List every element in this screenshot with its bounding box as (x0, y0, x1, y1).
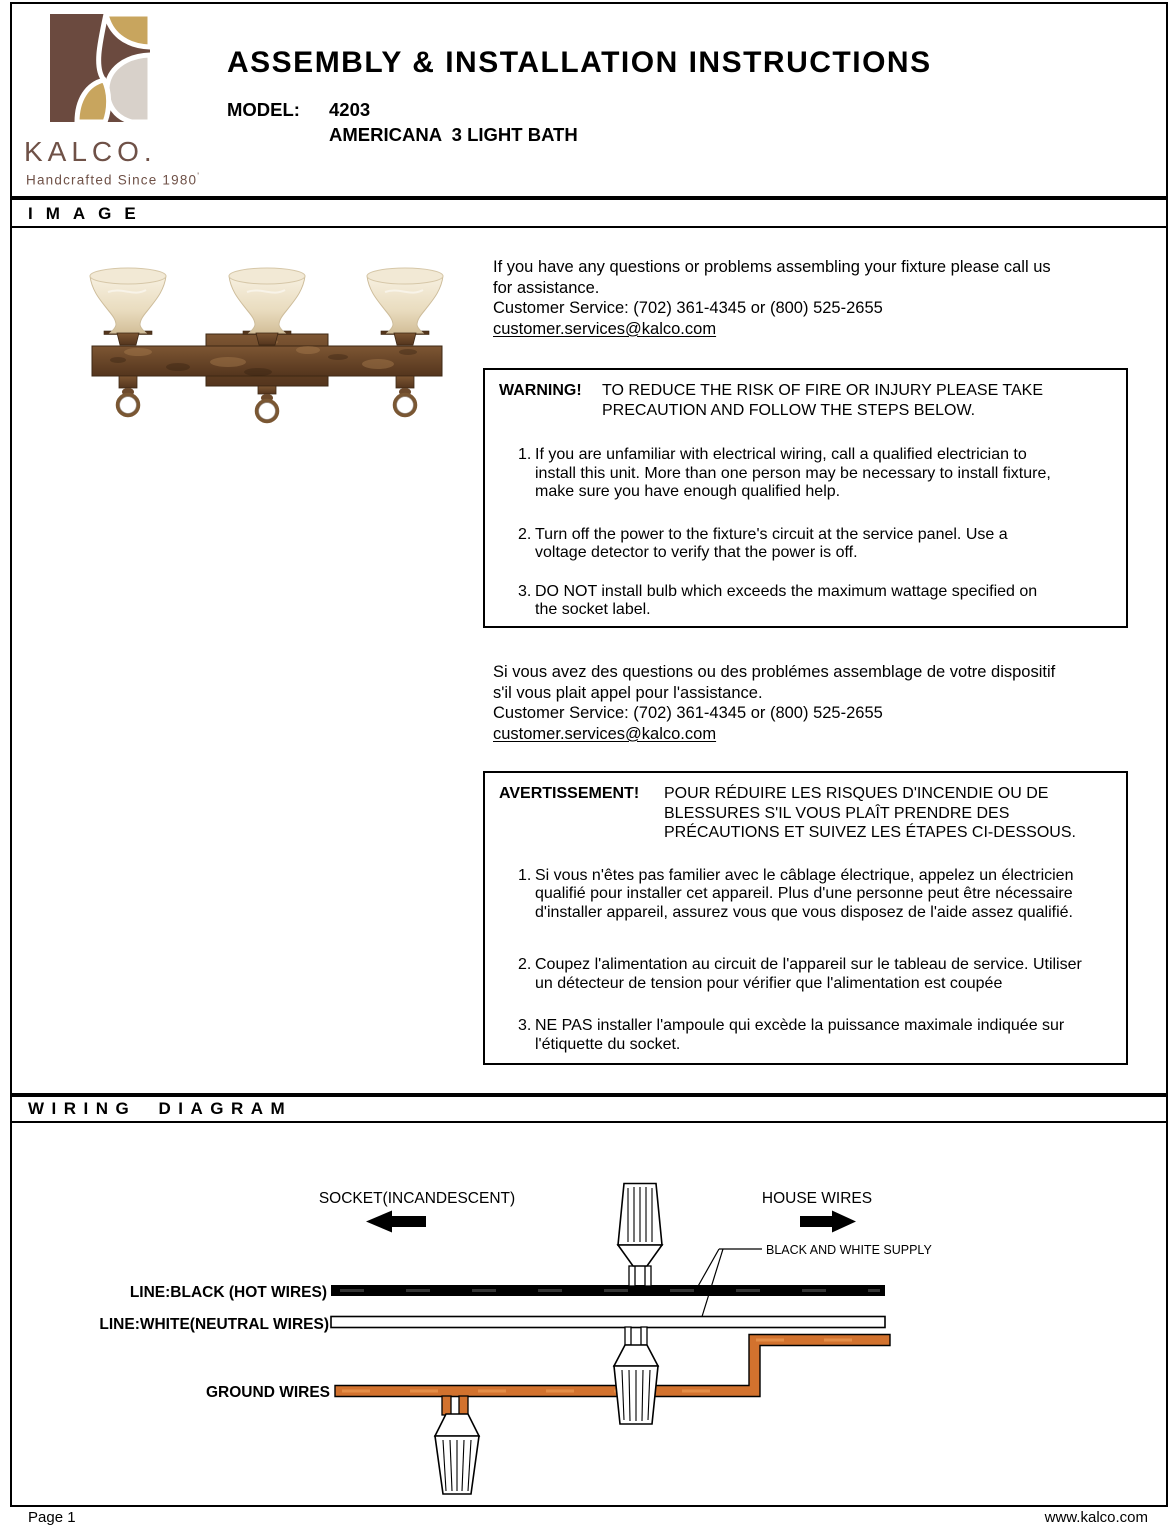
item-number: 2. (518, 525, 532, 543)
arrow-left-icon (366, 1211, 426, 1233)
contact-line: s'il vous plait appel pour l'assistance. (493, 683, 763, 702)
warning-head-line: PRÉCAUTIONS ET SUIVEZ LES ÉTAPES CI-DESSOUS. (664, 824, 1076, 841)
wiring-diagram-drawing (12, 1123, 1166, 1503)
item-number: 1. (518, 866, 532, 884)
tagline-mark: ' (197, 171, 201, 181)
fixture-light-left (90, 268, 166, 416)
item-number: 3. (518, 582, 532, 600)
warning-item-2-en (518, 526, 1116, 563)
warning-heading-fr (499, 784, 1116, 843)
line-white-label: LINE:WHITE(NEUTRAL WIRES) (99, 1316, 329, 1333)
item-number: 3. (518, 1017, 532, 1034)
warning-heading-en (499, 381, 1116, 420)
page-number: Page 1 (28, 1509, 76, 1526)
item-text: Turn off the power to the fixture's circuit at the service panel. Use a voltage detector to verify that the power is off. (535, 525, 1008, 561)
model-name: AMERICANA 3 LIGHT BATH (329, 124, 578, 145)
brand-wordmark: KALCO. (24, 136, 157, 167)
product-photo (78, 252, 456, 430)
wire-nut-neutral (614, 1327, 658, 1424)
item-text: If you are unfamiliar with electrical wiring, call a qualified electrician to install this unit. More than one person may be necessary to install fixture, make sure you have enough qualified help. (535, 446, 1051, 500)
warning-head-line: POUR RÉDUIRE LES RISQUES D'INCENDIE OU DE (664, 785, 1049, 802)
wire-nut-ground (435, 1396, 479, 1494)
website-url: www.kalco.com (1044, 1509, 1148, 1526)
wire-nut-hot (618, 1184, 662, 1287)
model-label: MODEL: (227, 99, 300, 120)
contact-paragraph-fr (493, 662, 1055, 744)
page-title: ASSEMBLY & INSTALLATION INSTRUCTIONS (227, 46, 932, 79)
supply-label: BLACK AND WHITE SUPPLY (766, 1243, 932, 1257)
email-link[interactable]: customer.services@kalco.com (493, 724, 717, 743)
warning-head-text-fr (664, 784, 1076, 843)
warning-label-fr: AVERTISSEMENT! (499, 785, 640, 802)
warning-item-2-fr (518, 956, 1116, 993)
warning-label-en: WARNING! (499, 382, 582, 399)
item-text: Coupez l'alimentation au circuit de l'appareil sur le tableau de service. Utiliser un détecteur de tension pour vérifier que l'alimentation est coupée (535, 956, 1082, 992)
warning-item-1-fr (518, 867, 1116, 923)
warning-head-line: BLESSURES S'IL VOUS PLAÎT PRENDRE DES (664, 804, 1010, 822)
contact-paragraph-en (493, 257, 1051, 339)
contact-line: Customer Service: (702) 361-4345 or (800) 525-2655 (493, 299, 883, 317)
fixture-light-right (367, 268, 443, 416)
wiring-diagram (10, 1123, 1168, 1507)
tagline-text: Handcrafted Since 1980 (26, 172, 198, 188)
content-area (10, 228, 1168, 1095)
warning-item-1-en (518, 446, 1116, 502)
ground-wire (335, 1335, 890, 1397)
item-number: 2. (518, 956, 532, 973)
kalco-logo-icon (50, 14, 150, 122)
contact-line: If you have any questions or problems assembling your fixture please call us (493, 258, 1051, 276)
warning-item-3-fr (518, 1017, 1116, 1054)
model-number: 4203 (329, 99, 371, 120)
section-bar-image (10, 196, 1168, 228)
house-wires-label: HOUSE WIRES (761, 1190, 873, 1207)
brand-tagline (26, 171, 200, 188)
contact-line: Si vous avez des questions ou des problémes assemblage de votre dispositif (493, 663, 1056, 681)
item-text: NE PAS installer l'ampoule qui excède la puissance maximale indiquée sur l'étiquette du socket. (535, 1017, 1065, 1053)
warning-box-en (483, 368, 1128, 628)
contact-line: Customer Service: (702) 361-4345 or (800) 525-2655 (493, 704, 883, 722)
header (10, 2, 1168, 196)
section-bar-wiring (10, 1095, 1168, 1123)
email-link[interactable]: customer.services@kalco.com (493, 319, 717, 338)
white-wire (331, 1317, 885, 1328)
section-label-image: IMAGE (28, 204, 149, 223)
warning-box-fr (483, 771, 1128, 1065)
section-label-wiring: WIRING DIAGRAM (28, 1099, 293, 1118)
line-black-label: LINE:BLACK (HOT WIRES) (129, 1284, 327, 1301)
warning-head-text-en (602, 381, 1043, 420)
socket-label: SOCKET(INCANDESCENT) (318, 1190, 516, 1207)
warning-head-line: TO REDUCE THE RISK OF FIRE OR INJURY PLEASE TAKE (602, 382, 1043, 399)
warning-item-3-en (518, 583, 1116, 620)
item-text: Si vous n'êtes pas familier avec le câblage électrique, appelez un électricien qualifié pour installer cet appareil. Plus d'une personne peut être nécessaire d'installer appareil, assurez vous que vous disposez de l'aide assez qualifié. (535, 866, 1074, 921)
ground-wires-label: GROUND WIRES (206, 1384, 330, 1401)
item-text: DO NOT install bulb which exceeds the maximum wattage specified on the socket label. (535, 582, 1038, 618)
arrow-right-icon (800, 1211, 856, 1233)
warning-head-line: PRECAUTION AND FOLLOW THE STEPS BELOW. (602, 401, 976, 419)
item-number: 1. (518, 446, 532, 463)
contact-line: for assistance. (493, 278, 600, 297)
